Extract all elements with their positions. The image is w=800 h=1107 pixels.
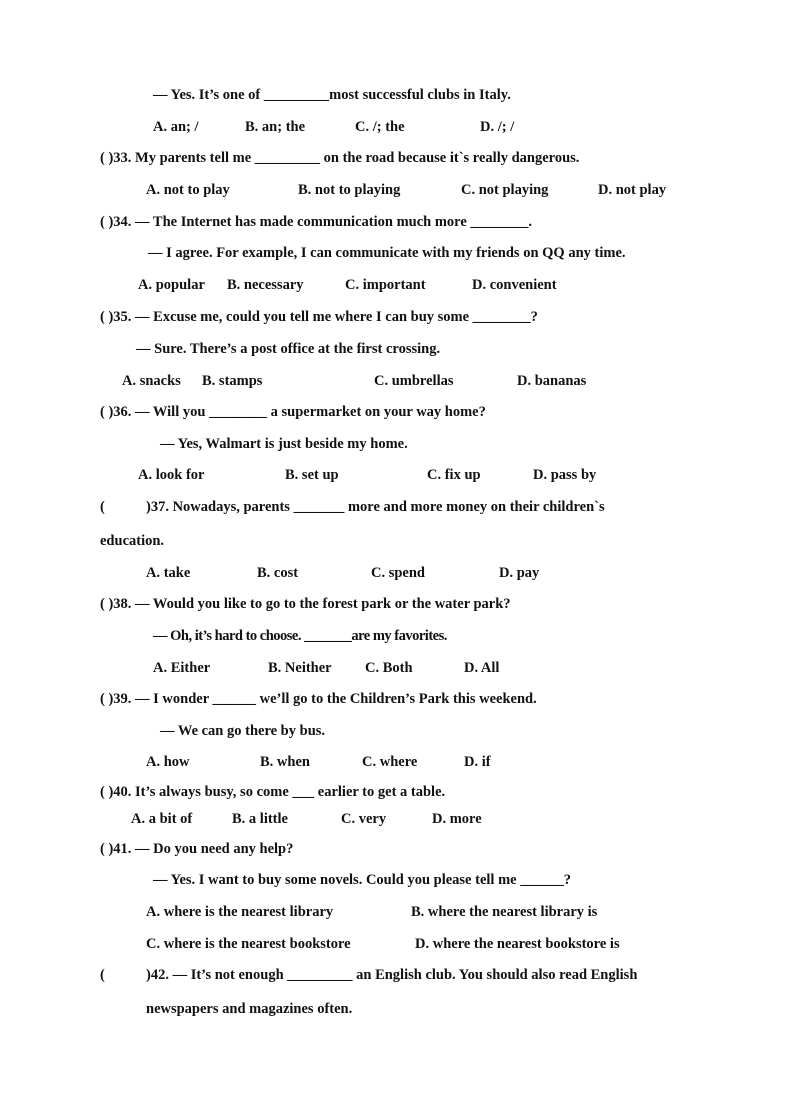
q40-option-c: C. very — [341, 811, 387, 827]
q37-stem: )37. Nowadays, parents _______ more and more money on their children`s — [146, 499, 605, 515]
q33-option-a: A. not to play — [146, 182, 230, 198]
q38-option-c: C. Both — [365, 660, 413, 676]
q40-option-a: A. a bit of — [131, 811, 193, 827]
q37-option-a: A. take — [146, 565, 191, 581]
q37-option-d: D. pay — [499, 565, 540, 581]
q37-option-b: B. cost — [257, 565, 299, 581]
q33-option-b: B. not to playing — [298, 182, 401, 198]
q35-option-d: D. bananas — [517, 373, 587, 389]
q39-stem: ( )39. — I wonder ______ we’ll go to the Children’s Park this weekend. — [100, 691, 537, 707]
q40-stem: ( )40. It’s always busy, so come ___ earlier to get a table. — [100, 784, 446, 800]
q39-option-d: D. if — [464, 754, 491, 770]
q41-option-a: A. where is the nearest library — [146, 904, 334, 920]
q42-stem: )42. — It’s not enough _________ an English club. You should also read English — [146, 967, 638, 983]
q35-stem: ( )35. — Excuse me, could you tell me where I can buy some ________? — [100, 309, 538, 325]
q32-answer-line: — Yes. It’s one of _________most successful clubs in Italy. — [153, 87, 511, 103]
q35-option-b: B. stamps — [202, 373, 263, 389]
q39-response: — We can go there by bus. — [160, 723, 326, 739]
q38-option-a: A. Either — [153, 660, 211, 676]
q40-option-b: B. a little — [232, 811, 288, 827]
q32-option-d: D. /; / — [480, 119, 515, 135]
q38-option-b: B. Neither — [268, 660, 332, 676]
q41-option-c: C. where is the nearest bookstore — [146, 936, 351, 952]
q35-response: — Sure. There’s a post office at the first crossing. — [136, 341, 441, 357]
q35-option-c: C. umbrellas — [374, 373, 454, 389]
q39-option-b: B. when — [260, 754, 310, 770]
q39-option-c: C. where — [362, 754, 418, 770]
q41-option-b: B. where the nearest library is — [411, 904, 598, 920]
q37-continuation: education. — [100, 533, 165, 549]
q36-response: — Yes, Walmart is just beside my home. — [160, 436, 408, 452]
q33-stem: ( )33. My parents tell me _________ on the road because it`s really dangerous. — [100, 150, 580, 166]
q34-stem: ( )34. — The Internet has made communication much more ________. — [100, 214, 533, 230]
q34-option-b: B. necessary — [227, 277, 304, 293]
q32-option-b: B. an; the — [245, 119, 306, 135]
q42-paren: ( — [100, 967, 105, 983]
q37-option-c: C. spend — [371, 565, 425, 581]
q41-response: — Yes. I want to buy some novels. Could you please tell me ______? — [153, 872, 571, 888]
q34-option-c: C. important — [345, 277, 426, 293]
q36-option-b: B. set up — [285, 467, 339, 483]
q36-option-d: D. pass by — [533, 467, 597, 483]
q36-option-a: A. look for — [138, 467, 205, 483]
q38-response: — Oh, it’s hard to choose. _______are my favorites. — [153, 628, 447, 644]
q40-option-d: D. more — [432, 811, 482, 827]
q34-response: — I agree. For example, I can communicate with my friends on QQ any time. — [148, 245, 626, 261]
q34-option-a: A. popular — [138, 277, 205, 293]
q32-option-c: C. /; the — [355, 119, 405, 135]
q34-option-d: D. convenient — [472, 277, 557, 293]
q38-option-d: D. All — [464, 660, 500, 676]
q36-option-c: C. fix up — [427, 467, 481, 483]
q37-paren: ( — [100, 499, 105, 515]
q33-option-c: C. not playing — [461, 182, 549, 198]
q39-option-a: A. how — [146, 754, 190, 770]
q36-stem: ( )36. — Will you ________ a supermarket on your way home? — [100, 404, 486, 420]
q32-option-a: A. an; / — [153, 119, 199, 135]
q38-stem: ( )38. — Would you like to go to the forest park or the water park? — [100, 596, 511, 612]
q42-continuation: newspapers and magazines often. — [146, 1001, 353, 1017]
q33-option-d: D. not play — [598, 182, 667, 198]
q35-option-a: A. snacks — [122, 373, 181, 389]
q41-stem: ( )41. — Do you need any help? — [100, 841, 294, 857]
q41-option-d: D. where the nearest bookstore is — [415, 936, 620, 952]
